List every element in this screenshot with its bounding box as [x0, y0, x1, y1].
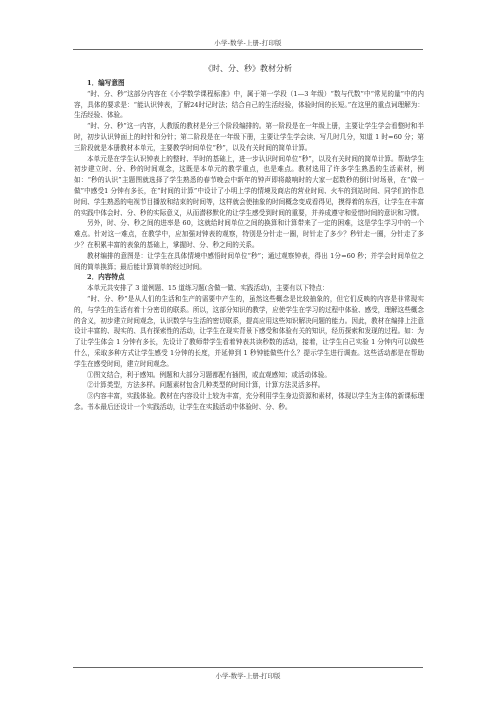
list-item: ②计算类型，方法多样。问题素材包含几种类型的时间计算，计算方法灵活多样。	[87, 381, 325, 390]
paragraph: 另外，时、分、秒之间的进率是 60，这就给时间单位之间的换算和计算带来了一定的困难，这是学生学习中的一个难点。针对这一难点，在教学中，应加强对钟表的观察，特别是分针走一圈，时针走了多少？秒针走一圈，分针走了多少？在积累丰富的表象的基础上，掌握时、分、秒之间的关系。	[74, 219, 424, 249]
header-rule	[73, 49, 423, 50]
section-heading: 1．编写意图	[87, 79, 125, 87]
section-heading: 2．内容特点	[87, 273, 125, 282]
page-header: 小学-数学-上册-打印版	[214, 39, 282, 47]
paragraph: 教材编排的意图是：让学生在具体情境中感悟时间单位“秒”；通过观察钟表，得出 1分=60 秒；并学会时间单位之间的简单换算；最后能计算简单的经过时间。	[74, 251, 424, 271]
page-footer: 小学-数学-上册-打印版	[215, 672, 281, 680]
document-title: 《时、分、秒》教材分析	[204, 64, 292, 73]
paragraph: “时、分、秒”这一内容，人教版的教材是分三个阶段编排的。第一阶段是在一年级上册，主要让学生学会看整时和半时，初步认识钟面上的时针和分针；第二阶段是在一年级下册，主要让学生学会读、写几时几分，知道 1 时=60 分；第三阶段就是本册教材本单元，主要教学时间单位“秒”，以及有关时间的简单计算。	[74, 122, 424, 152]
paragraph: 本单元是在学生认识钟表上的整时、半时的基础上，进一步认识时间单位“秒”，以及有关时间的简单计算。帮助学生初步建立时、分、秒的时间观念，这既是本单元的教学重点，也是难点。教材选用了许多学生熟悉的生活素材，例如：“秒的认识”主题图就选择了学生熟悉的春节晚会中新年的钟声即将敲响时的大家一起数秒的倒计时场景，在“做一做”中感受1 分钟有多长，在“时间的计算”中设计了小明上学的情境及商店的营业时间、火车的到站时间、同学们的作息时间、学生熟悉的电视节目播放和结束的时间等，这样就会使抽象的时间概念变成看得见，摸得着的东西，让学生在丰富的实践中体会时、分、秒的实际意义，从而潜移默化的让学生感受到时间的重要，并养成遵守和爱惜时间的意识和习惯。	[74, 154, 424, 217]
list-item: ③内容丰富，实践体验。教材在内容设计上较为丰富，充分利用学生身边资源和素材，体现以学生为主体的新课标理念。书本最后还设计一个实践活动，让学生在实践活动中体验时、分、秒。	[74, 392, 424, 411]
document-body	[74, 78, 424, 413]
paragraph: 本单元共安排了 3 道例题、15 道练习题(含做一做、实践活动)，主要有以下特点：	[87, 284, 329, 293]
footer-rule	[73, 667, 423, 668]
list-item: ①图文结合，利于感知。例题和大部分习题都配有插图，或直观感知；或活动体验。	[87, 370, 331, 379]
paragraph: “时、分、秒”是从人们的生活和生产的需要中产生的，虽然这些概念是比较抽象的，但它们反映的内容是非常现实的，与学生的生活有着十分密切的联系。所以，这部分知识的教学，应使学生在学习的过程中体验、感受，理解这些概念的含义，初步建立时间观念，认识数学与生活的密切联系，提高应用这些知识解决问题的能力。因此，教材在编排上注意设计丰富的、现实的、具有探索性的活动，让学生在现实背景下感受和体验有关的知识，经历探索和发现的过程。如：为了让学生体会 1 分钟有多长，先设计了教师带学生看着钟表共读秒数的活动，接着，让学生自己实验 1 分钟内可以做些什么，采取多种方式让学生感受 1分钟的长度，并延伸到 1 秒钟能做些什么？提示学生进行调查。这些活动都是在帮助学生在感受时间，建立时间观念。	[74, 294, 424, 368]
paragraph: “时、分、秒”这部分内容在《小学数学课程标准》中，属于第一学段（1—3 年级）“数与代数”中“常见的量”中的内容，具体的要求是：“能认识钟表，了解24时记时法；结合自己的生活经验，体验时间的长短。”在这里的重点词理解为：生活经验、体验。	[74, 89, 424, 120]
